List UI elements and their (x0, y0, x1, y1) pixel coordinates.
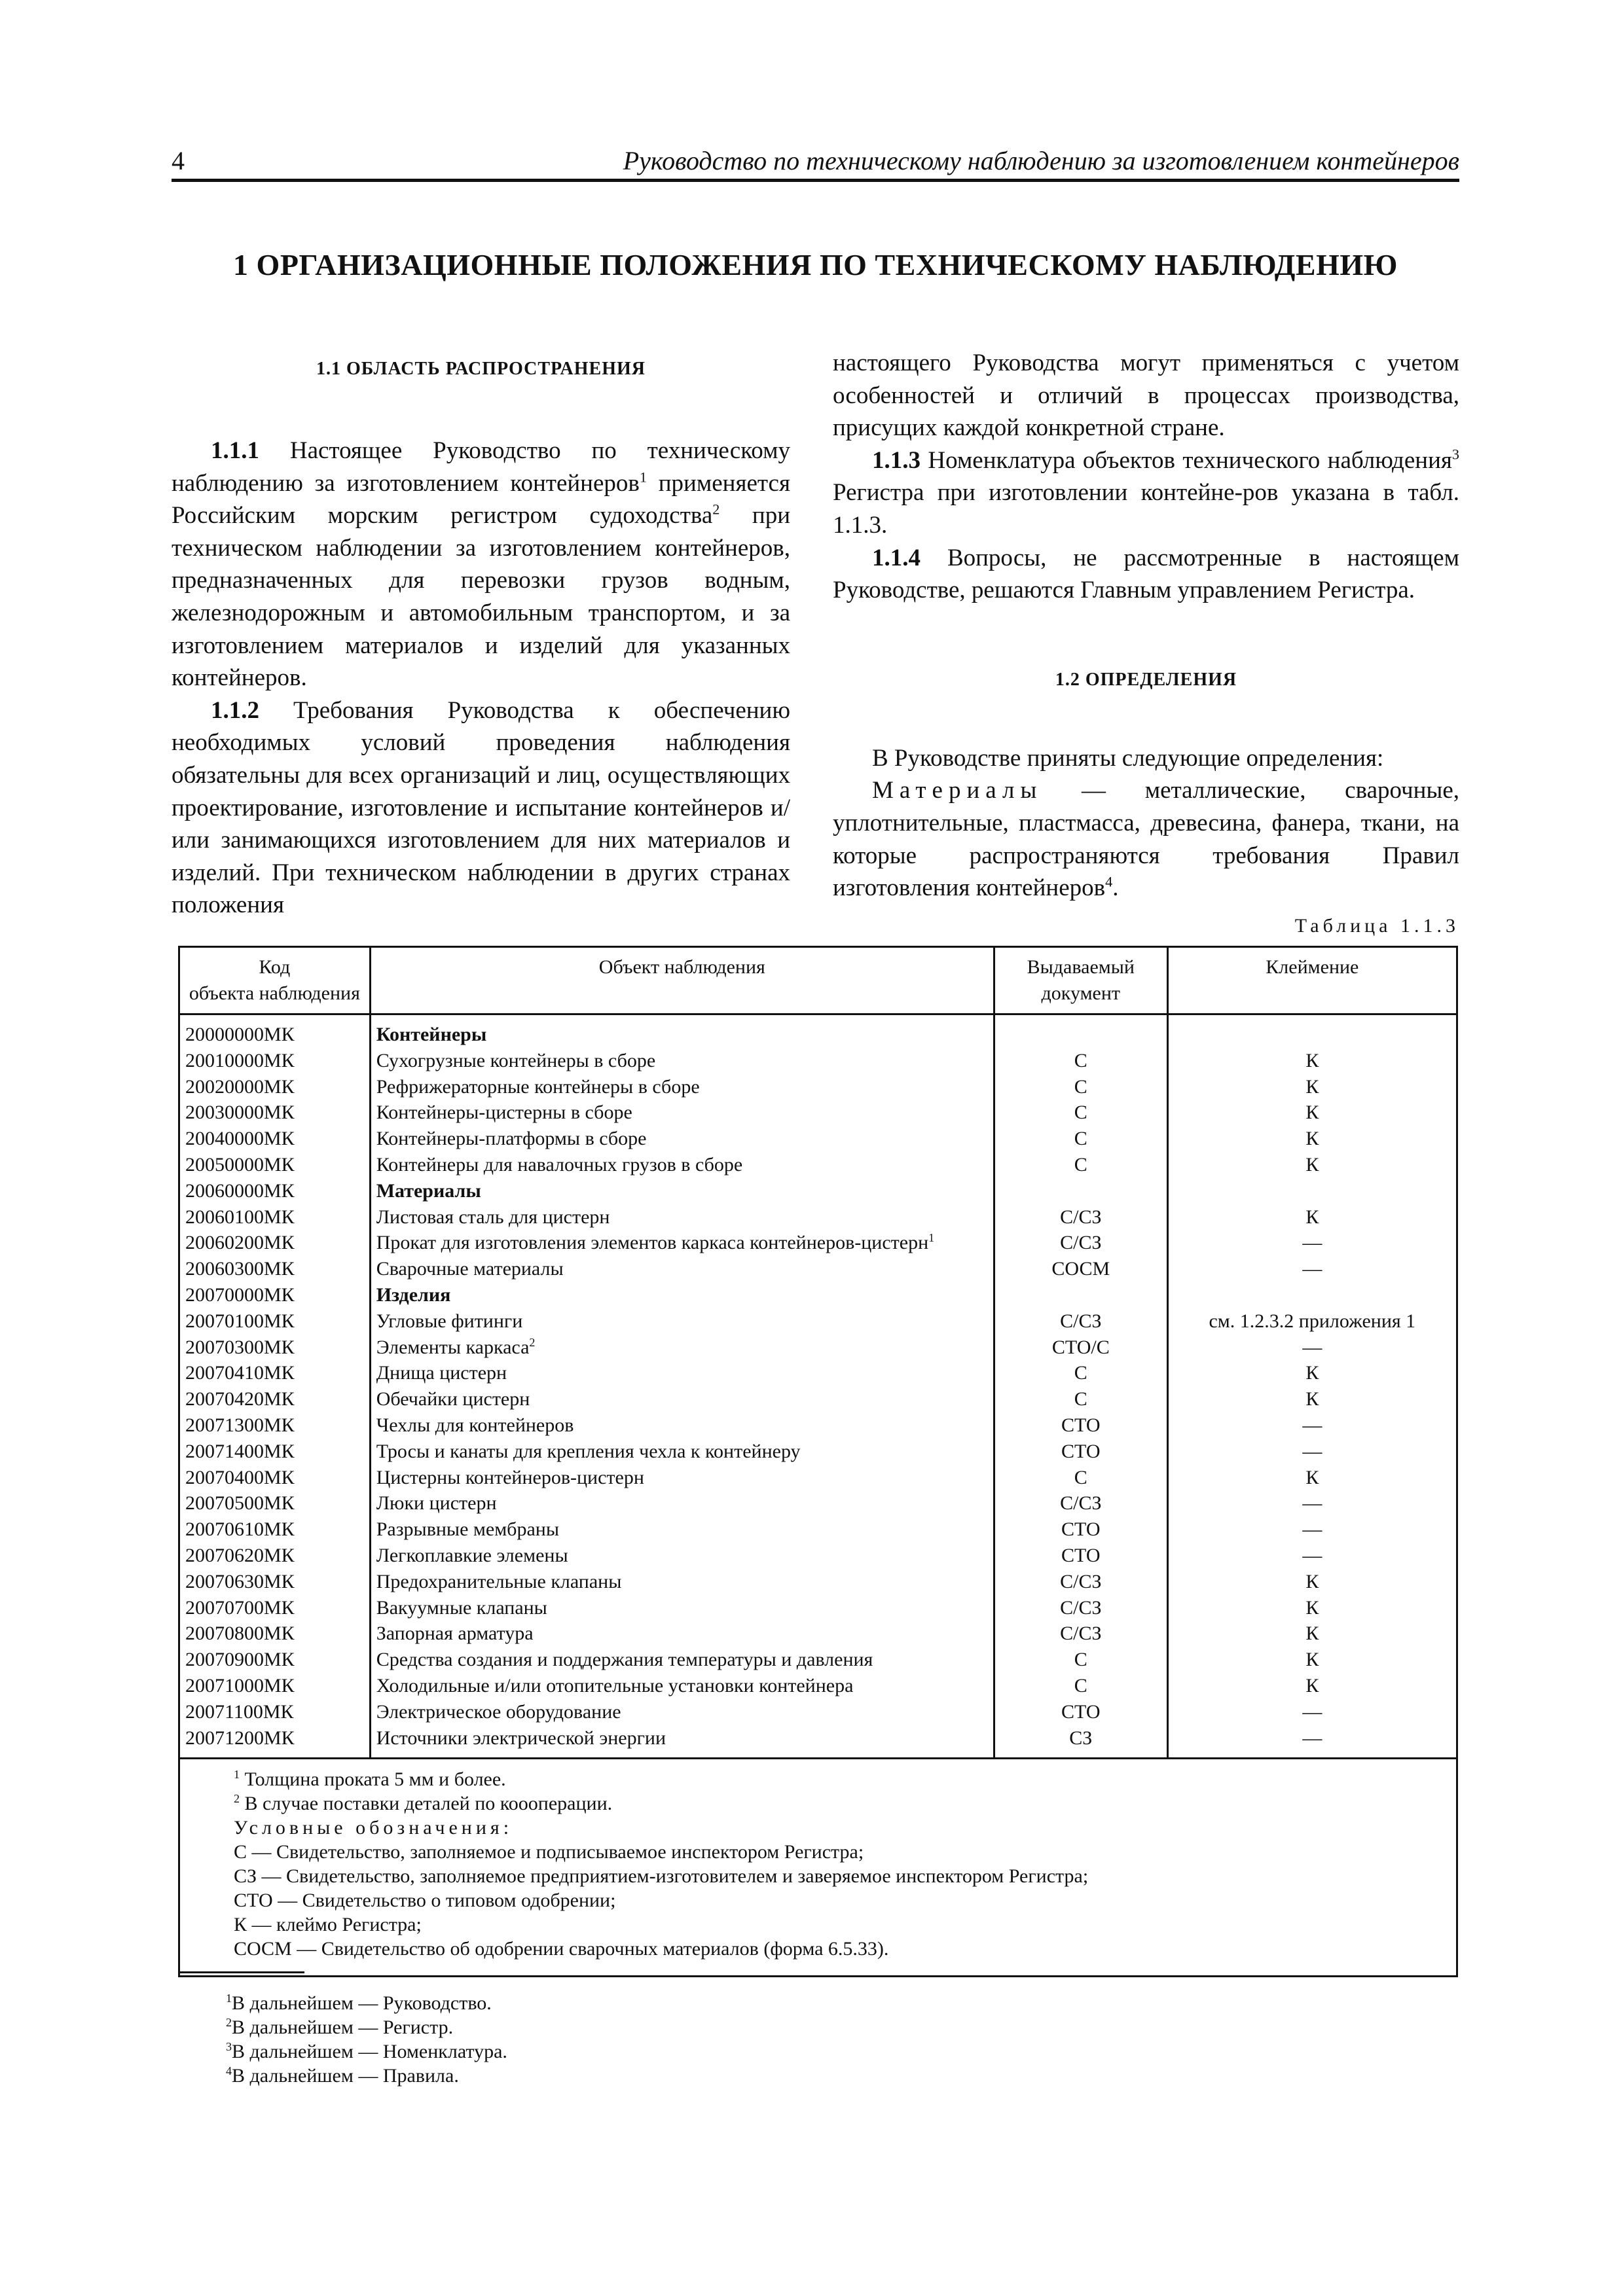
table-row (179, 1308, 1457, 1335)
footnote-ref: 1 (639, 469, 647, 486)
cell-marking (1167, 1282, 1457, 1308)
cell-document: С (994, 1360, 1167, 1386)
cell-code: 20070400МК (179, 1465, 371, 1491)
cell-marking: К (1167, 1465, 1457, 1491)
text: Вопросы, не рассмотренные в настоящем Руководстве, решаются Главным управлением Регистра. (833, 544, 1459, 604)
header-marking: Клеймение (1167, 947, 1457, 1014)
cell-code: 20060100МК (179, 1204, 371, 1230)
cell-marking: — (1167, 1699, 1457, 1725)
cell-document: С (994, 1100, 1167, 1126)
table-row (179, 1621, 1457, 1647)
cell-code: 20070410МК (179, 1360, 371, 1386)
paragraph-1-1-1 (172, 435, 790, 694)
footnote-ref: 2 (712, 501, 720, 518)
table-row (179, 1725, 1457, 1759)
cell-marking: К (1167, 1048, 1457, 1074)
cell-code: 20070620МК (179, 1543, 371, 1569)
table-row (179, 1439, 1457, 1465)
cell-code: 20070610МК (179, 1516, 371, 1543)
cell-object: Холодильные и/или отопительные установки контейнера (370, 1673, 994, 1699)
footnote: $^1$В дальнейшем — Руководство. (226, 1992, 492, 2014)
cell-marking: — (1167, 1412, 1457, 1439)
cell-document: С (994, 1074, 1167, 1100)
cell-document: С/СЗ (994, 1621, 1167, 1647)
footnote: $^4$В дальнейшем — Правила. (226, 2064, 459, 2087)
cell-code: 20010000МК (179, 1048, 371, 1074)
cell-code: 20071400МК (179, 1439, 371, 1465)
cell-object: Тросы и канаты для крепления чехла к контейнеру (370, 1439, 994, 1465)
cell-object: Контейнеры-цистерны в сборе (370, 1100, 994, 1126)
table-row (179, 1673, 1457, 1699)
cell-object: Сварочные материалы (370, 1256, 994, 1282)
running-title: Руководство по техническому наблюдению за изготовлением контейнеров (623, 146, 1459, 175)
paragraph-1-1-2 (172, 694, 790, 922)
cell-object: Изделия (370, 1282, 994, 1308)
cell-document: СТО (994, 1412, 1167, 1439)
cell-code: 20071200МК (179, 1725, 371, 1759)
cell-object: Чехлы для контейнеров (370, 1412, 994, 1439)
footnote-ref: 2 (529, 1335, 536, 1349)
table-row (179, 1516, 1457, 1543)
cell-document: С/СЗ (994, 1490, 1167, 1516)
cell-document: С (994, 1465, 1167, 1491)
cell-marking: — (1167, 1490, 1457, 1516)
cell-code: 20070100МК (179, 1308, 371, 1335)
cell-object: Днища цистерн (370, 1360, 994, 1386)
definitions-intro: В Руководстве приняты следующие определения: (872, 744, 1384, 772)
cell-object: Сухогрузные контейнеры в сборе (370, 1048, 994, 1074)
cell-marking: К (1167, 1074, 1457, 1100)
table-row (179, 1256, 1457, 1282)
text: применяется Российским морским регистром судоходства (172, 469, 790, 529)
cell-code: 20070420МК (179, 1386, 371, 1412)
footnote: $^2$В дальнейшем — Регистр. (226, 2016, 454, 2038)
cell-marking: К (1167, 1595, 1457, 1621)
cell-object: Предохранительные клапаны (370, 1569, 994, 1595)
cell-document: С (994, 1152, 1167, 1178)
table-row (179, 1569, 1457, 1595)
cell-marking: — (1167, 1335, 1457, 1361)
cell-marking: — (1167, 1543, 1457, 1569)
header-document: Выдаваемый документ (994, 947, 1167, 1014)
table-row (179, 1386, 1457, 1412)
footnote-ref: 4 (1105, 873, 1113, 890)
cell-code: 20070800МК (179, 1621, 371, 1647)
cell-code: 20060200МК (179, 1230, 371, 1256)
table-row (179, 1699, 1457, 1725)
table-row (179, 1543, 1457, 1569)
cell-document: СТО (994, 1516, 1167, 1543)
table-row (179, 1126, 1457, 1152)
clause-number: 1.1.3 (872, 446, 921, 474)
cell-marking: — (1167, 1230, 1457, 1256)
paragraph-1-1-4 (833, 542, 1459, 607)
cell-document (994, 1282, 1167, 1308)
cell-document: С/СЗ (994, 1595, 1167, 1621)
cell-object: Вакуумные клапаны (370, 1595, 994, 1621)
cell-code: 20071100МК (179, 1699, 371, 1725)
cell-object: Контейнеры-платформы в сборе (370, 1126, 994, 1152)
cell-code: 20071000МК (179, 1673, 371, 1699)
text: Номенклатура объектов технического наблюдения (921, 446, 1452, 474)
cell-object: Цистерны контейнеров-цистерн (370, 1465, 994, 1491)
text: . (1112, 874, 1119, 902)
legend-item: СЗ — Свидетельство, заполняемое предприятием-изготовителем и заверяемое инспектором Регистра; (234, 1865, 1089, 1888)
cell-object: Источники электрической энергии (370, 1725, 994, 1759)
cell-object: Электрическое оборудование (370, 1699, 994, 1725)
cell-document: С (994, 1048, 1167, 1074)
cell-object: Контейнеры (370, 1014, 994, 1048)
cell-code: 20070700МК (179, 1595, 371, 1621)
header-code: Код объекта наблюдения (179, 947, 371, 1014)
table-note-1: $^1$ Толщина проката 5 мм и более. (234, 1768, 506, 1791)
cell-document: СТО (994, 1439, 1167, 1465)
table-row (179, 1014, 1457, 1048)
cell-document: СТО (994, 1699, 1167, 1725)
table-row (179, 1204, 1457, 1230)
clause-number: 1.1.4 (872, 544, 921, 571)
table-caption: Таблица 1.1.3 (1294, 915, 1459, 937)
cell-object: Разрывные мембраны (370, 1516, 994, 1543)
table-row (179, 1595, 1457, 1621)
term: Материалы (872, 777, 1043, 804)
table-row (179, 1647, 1457, 1673)
cell-code: 20070500МК (179, 1490, 371, 1516)
cell-marking: — (1167, 1516, 1457, 1543)
nomenclature-table (178, 946, 1458, 1977)
table-row (179, 1230, 1457, 1256)
cell-document: С/СЗ (994, 1308, 1167, 1335)
cell-marking: К (1167, 1100, 1457, 1126)
cell-marking: — (1167, 1256, 1457, 1282)
footnote-rule (180, 1971, 304, 1973)
table-row (179, 1074, 1457, 1100)
footnote-ref: 3 (1451, 446, 1459, 463)
chapter-title: 1 ОРГАНИЗАЦИОННЫЕ ПОЛОЖЕНИЯ ПО ТЕХНИЧЕСКОМУ НАБЛЮДЕНИЮ (233, 248, 1398, 281)
cell-document: С (994, 1386, 1167, 1412)
table-row (179, 1335, 1457, 1361)
cell-object: Угловые фитинги (370, 1308, 994, 1335)
table-note-2: $^2$ В случае поставки деталей по коооперации. (234, 1792, 613, 1815)
section-heading-1-1: 1.1 ОБЛАСТЬ РАСПРОСТРАНЕНИЯ (316, 359, 646, 379)
table-row (179, 1412, 1457, 1439)
cell-code: 20070300МК (179, 1335, 371, 1361)
cell-object: Легкоплавкие элемены (370, 1543, 994, 1569)
cell-document: СТО (994, 1543, 1167, 1569)
table-row (179, 1490, 1457, 1516)
table-row (179, 1152, 1457, 1178)
cell-document: СТО/С (994, 1335, 1167, 1361)
definition-materials (833, 774, 1459, 904)
cell-document: СЗ (994, 1725, 1167, 1759)
cell-object: Рефрижераторные контейнеры в сборе (370, 1074, 994, 1100)
cell-marking (1167, 1178, 1457, 1204)
cell-code: 20030000МК (179, 1100, 371, 1126)
cell-document: С/СЗ (994, 1230, 1167, 1256)
cell-marking: К (1167, 1647, 1457, 1673)
legend-list (234, 1840, 1456, 1961)
cell-code: 20020000МК (179, 1074, 371, 1100)
cell-marking: см. 1.2.3.2 приложения 1 (1167, 1308, 1457, 1335)
cell-marking (1167, 1014, 1457, 1048)
cell-object: Материалы (370, 1178, 994, 1204)
header-object: Объект наблюдения (370, 947, 994, 1014)
cell-code: 20050000МК (179, 1152, 371, 1178)
table-row (179, 1100, 1457, 1126)
legend-title: Условные обозначения: (234, 1817, 513, 1839)
text: Настоящее Руководство по техническому наблюдению за изготовлением контейнеров (172, 437, 790, 497)
cell-marking: К (1167, 1360, 1457, 1386)
cell-object: Запорная арматура (370, 1621, 994, 1647)
right-column (833, 347, 1459, 905)
definition-text: — металлические, сварочные, уплотнительные, пластмасса, древесина, фанера, ткани, на которые распространяются требования Правил изготовления контейнеров (833, 777, 1459, 902)
cell-code: 20070000МК (179, 1282, 371, 1308)
cell-code: 20070630МК (179, 1569, 371, 1595)
cell-code: 20060000МК (179, 1178, 371, 1204)
header-rule (172, 179, 1459, 182)
cell-object: Контейнеры для навалочных грузов в сборе (370, 1152, 994, 1178)
table-row (179, 1282, 1457, 1308)
cell-marking: К (1167, 1569, 1457, 1595)
text: Требования Руководства к обеспечению необходимых условий проведения наблюдения обязательны для всех организаций и лиц, осуществляющих проектирование, изготовление и испытание контейнеров и/или занимающихся изготовлением для них материалов и изделий. При техническом наблюдении в других странах положения (172, 696, 790, 919)
table-header-row (179, 947, 1457, 1014)
legend-item: СТО — Свидетельство о типовом одобрении; (234, 1890, 616, 1912)
clause-number: 1.1.2 (211, 696, 259, 724)
table-row (179, 1360, 1457, 1386)
cell-marking: — (1167, 1439, 1457, 1465)
cell-document: С/СЗ (994, 1204, 1167, 1230)
cell-marking: — (1167, 1725, 1457, 1759)
cell-object: Средства создания и поддержания температуры и давления (370, 1647, 994, 1673)
table-row (179, 1048, 1457, 1074)
cell-document: С (994, 1647, 1167, 1673)
cell-marking: К (1167, 1386, 1457, 1412)
cell-code: 20040000МК (179, 1126, 371, 1152)
cell-marking: К (1167, 1621, 1457, 1647)
cell-marking: К (1167, 1673, 1457, 1699)
cell-document (994, 1014, 1167, 1048)
table-notes (179, 1759, 1457, 1977)
text: Регистра при изготовлении контейне-ров указана в табл. 1.1.3. (833, 479, 1459, 539)
cell-marking: К (1167, 1204, 1457, 1230)
cell-object: Элементы каркаса$^2$ (370, 1335, 994, 1361)
legend-item: СОСМ — Свидетельство об одобрении сварочных материалов (форма 6.5.33). (234, 1938, 889, 1960)
cell-object: Прокат для изготовления элементов каркаса контейнеров-цистерн$^1$ (370, 1230, 994, 1256)
legend-item: К — клеймо Регистра; (234, 1914, 422, 1936)
cell-object: Люки цистерн (370, 1490, 994, 1516)
table-row (179, 1178, 1457, 1204)
cell-document: СОСМ (994, 1256, 1167, 1282)
paragraph-1-1-3 (833, 444, 1459, 542)
page-number: 4 (172, 146, 185, 175)
section-heading-1-2: 1.2 ОПРЕДЕЛЕНИЯ (1055, 669, 1237, 690)
footnote: $^3$В дальнейшем — Номенклатура. (226, 2040, 507, 2062)
legend-item: С — Свидетельство, заполняемое и подписываемое инспектором Регистра; (234, 1841, 864, 1863)
clause-number: 1.1.1 (211, 437, 259, 464)
cell-code: 20000000МК (179, 1014, 371, 1048)
cell-document: С/СЗ (994, 1569, 1167, 1595)
cell-document: С (994, 1673, 1167, 1699)
cell-code: 20070900МК (179, 1647, 371, 1673)
table-row (179, 1465, 1457, 1491)
cell-object: Обечайки цистерн (370, 1386, 994, 1412)
cell-document: С (994, 1126, 1167, 1152)
cell-marking: К (1167, 1126, 1457, 1152)
cell-marking: К (1167, 1152, 1457, 1178)
cell-document (994, 1178, 1167, 1204)
cell-code: 20060300МК (179, 1256, 371, 1282)
left-column (172, 350, 790, 922)
cell-code: 20071300МК (179, 1412, 371, 1439)
footnote-ref: 1 (928, 1231, 935, 1245)
paragraph-1-1-2-continued: настоящего Руководства могут применяться с учетом особенностей и отличий в процессах производства, присущих каждой конкретной стране. (833, 350, 1459, 442)
text: при техническом наблюдении за изготовлением контейнеров, предназначенных для перевозки грузов водным, железнодорожным и автомобильным транспортом, и за изготовлением материалов и изделий для указанных контейнеров. (172, 502, 790, 692)
cell-object: Листовая сталь для цистерн (370, 1204, 994, 1230)
